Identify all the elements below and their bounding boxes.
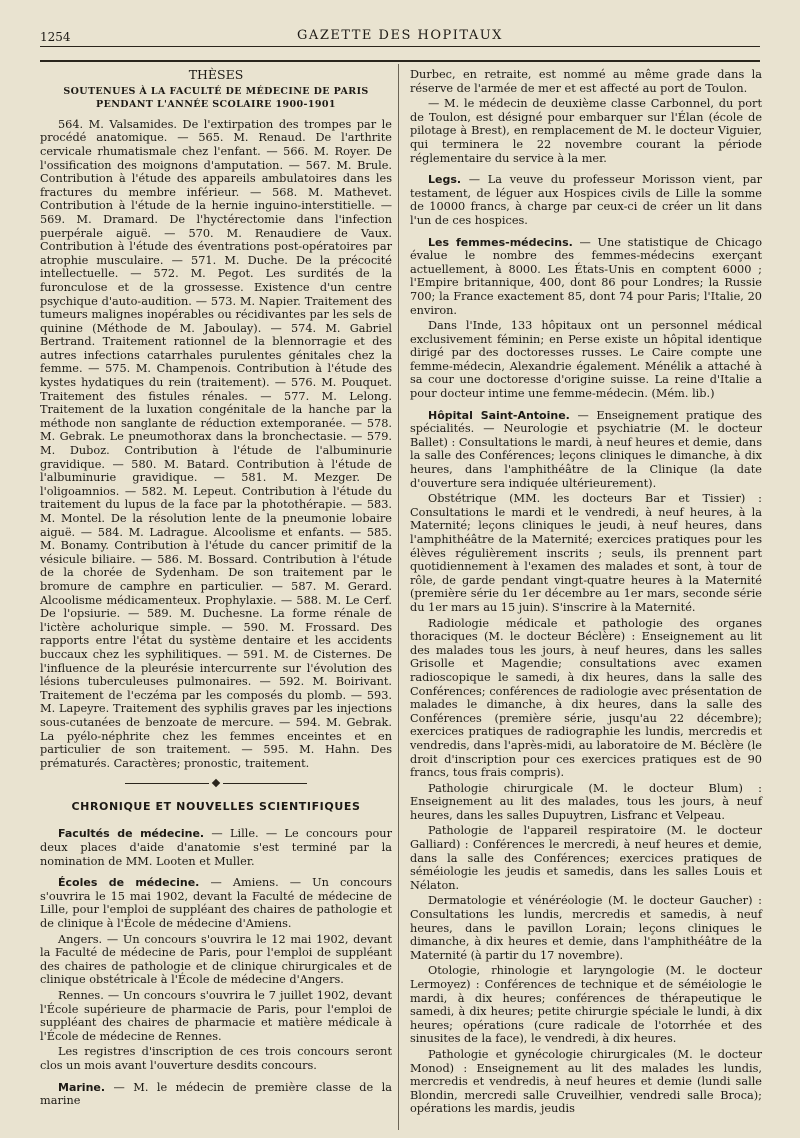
radiologie-paragraph: Radiologie médicale et pathologie des organes thoraciques (M. le docteur Béclère) : Enseignement au lit des malades tous les jours, à neuf heures, dans les salles Grisolle et Magendie; consultations avec examen radioscopique le samedi, à dix heures, dans la salle des Conférences; conférences de radiologie avec présentation de malades le dimanche, à dix heures, dans la salle des Conférences (première série, jusqu'au 22 décembre); exercices pratiques de radiographie les lundis, mercredis et vendredis, dans l'après-midi, au laboratoire de M. Béclère (le droit d'inscription pour ces exercices pratiques est de 90 francs, tous frais compris). xyxy=(410,616,762,780)
hopital-lead: Hôpital Saint-Antoine. xyxy=(428,408,570,422)
gynecologie-paragraph: Pathologie et gynécologie chirurgicales (M. le docteur Monod) : Enseignement au lit des malades les lundis, mercredis et vendredis, à neuf heures et demie (lundi salle Blondin, mercredi salle Cruveilhier, vendredi salle Broca); opérations les mardis, jeudis xyxy=(410,1047,762,1116)
ecoles-text: — Amiens. — Un concours s'ouvrira le 15 mai 1902, devant la Faculté de médecine de Lille, pour l'emploi de suppléant des chaires de pathologie et de clinique à l'École de médecine d'Amiens. xyxy=(40,876,393,931)
chronique-title: CHRONIQUE ET NOUVELLES SCIENTIFIQUES xyxy=(71,799,361,813)
theses-subtitle xyxy=(40,85,392,112)
theses-subtitle-line-1: SOUTENUES À LA FACULTÉ DE MÉDECINE DE PARIS xyxy=(63,85,369,97)
column-divider xyxy=(398,64,399,1130)
theses-title: THÈSES xyxy=(188,67,244,82)
ecoles-lead: Écoles de médecine. xyxy=(58,876,200,890)
otologie-paragraph: Otologie, rhinologie et laryngologie (M. le docteur Lermoyez) : Conférences de technique et de séméiologie le mardi, à dix heures; conférences de thérapeutique le samedi, à dix heures; petite chirurgie spéciale le lundi, à dix heures; opérations (cure radicale de l'otorrhée et des sinusites de la face), le vendredi, à dix heures. xyxy=(410,964,762,1046)
chirurgicale-paragraph: Pathologie chirurgicale (M. le docteur Blum) : Enseignement au lit des malades, tous les jours, à neuf heures, dans les salles Dupuytren, Lisfranc et Velpeau. xyxy=(410,781,762,822)
marine-paragraph xyxy=(40,1081,392,1108)
hopital-paragraph xyxy=(410,409,762,491)
facultes-lead: Facultés de médecine. xyxy=(58,827,205,841)
registres-paragraph: Les registres d'inscription de ces trois concours seront clos un mois avant l'ouverture desdits concours. xyxy=(40,1045,392,1072)
theses-list: 564. M. Valsamides. De l'extirpation des trompes par le procédé anatomique. — 565. M. Renaud. De l'arthrite cervicale rhumatismale chez l'enfant. — 566. M. Royer. De l'ossification des moignons d'amputation. — 567. M. Brule. Contribution à l'étude des appareils ambulatoires dans les fractures du membre inférieur. — 568. M. Mathevet. Contribution à l'étude de la hernie inguino-interstitielle. — 569. M. Dramard. De l'hyctérectomie dans l'infection puerpérale aiguë. — 570. M. Renaudiere de Vaux. Contribution à l'étude des éventrations post-opératoires par atrophie musculaire. — 571. M. Duche. De la précocité intellectuelle. — 572. M. Pegot. Les surdités de la furonculose et de la grossesse. Existence d'un centre psychique d'auto-audition. — 573. M. Napier. Traitement des tumeurs malignes inopérables ou récidivantes par les sels de quinine (Méthode de M. Jaboulay). — 574. M. Gabriel Bertrand. Traitement rationnel de la blennorragie et des autres infections catarrhales purulentes génitales chez la femme. — 575. M. Champenois. Contribution à l'étude des kystes hydatiques du rein (traitement). — 576. M. Pouquet. Traitement des fistules rénales. — 577. M. Lelong. Traitement de la luxation congénitale de la hanche par la méthode non sanglante de réduction extemporanée. — 578. M. Gebrak. Le pneumothorax dans la bronchectasie. — 579. M. Duboz. Contribution à l'étude de l'albuminurie gravidique. — 580. M. Batard. Contribution à l'étude de l'albuminurie gravidique. — 581. M. Mezger. De l'oligoamnios. — 582. M. Lepeut. Contribution à l'étude du traitement du lupus de la face par la photothérapie. — 583. M. Montel. De la résolution lente de la pneumonie lobaire aiguë. — 584. M. Ladrague. Alcoolisme et enfants. — 585. M. Bonamy. Contribution à l'étude du cancer primitif de la vésicule biliaire. — 586. M. Bossard. Contribution à l'étude de la chorée de Sydenham. De son traitement par le bromure de camphre en particulier. — 587. M. Gerard. Alcoolisme médicamenteux. Prophylaxie. — 588. M. Le Cerf. De l'opsiurie. — 589. M. Duchesne. La forme rénale de l'ictère acholurique simple. — 590. M. Frossard. Des rapports entre l'état du système dentaire et les accidents buccaux chez les syphilitiques. — 591. M. de Cisternes. De l'influence de la pleurésie intercurrente sur l'évolution des lésions tuberculeuses pulmonaires. — 592. M. Boirivant. Traitement de l'eczéma par les composés du plomb. — 593. M. Lapeyre. Traitement des syphilis graves par les injections sous-cutanées de benzoate de mercure. — 594. M. Gebrak. La pyélo-néphrite chez les femmes enceintes et en particulier de son traitement. — 595. M. Hahn. Des prématurés. Caractères; pronostic, traitement. xyxy=(40,117,392,770)
obstetrique-paragraph: Obstétrique (MM. les docteurs Bar et Tissier) : Consultations le mardi et le vendredi, à neuf heures, à la Maternité; leçons cliniques le jeudi, à neuf heures, dans l'amphithéâtre de la Maternité; exercices pratiques pour les élèves régulièrement inscrits ; seuls, ils prennent part quotidiennement à l'examen des malades et sont, à tour de rôle, de garde pendant vingt-quatre heures à la Maternité (première série du 1er décembre au 1er mars, seconde série du 1er mars au 15 juin). S'inscrire à la Maternité. xyxy=(410,492,762,614)
legs-text: — La veuve du professeur Morisson vient, par testament, de léguer aux Hospices civils de Lille la somme de 10000 francs, à charge par ceux-ci de créer un lit dans l'un de ces hospices. xyxy=(410,173,762,227)
rennes-paragraph: Rennes. — Un concours s'ouvrira le 7 juillet 1902, devant l'École supérieure de pharmacie de Paris, pour l'emploi de suppléant des chaires de pharmacie et matière médicale à l'École de médecine de Rennes. xyxy=(40,989,392,1043)
legs-lead: Legs. xyxy=(428,173,462,187)
facultes-text: — Lille. — Le concours pour deux places d'aide d'anatomie s'est terminé par la nomination de MM. Looten et Muller. xyxy=(40,827,392,868)
femmes-paragraph xyxy=(410,236,762,318)
marine-lead: Marine. xyxy=(58,1080,106,1094)
theses-subtitle-line-2: PENDANT L'ANNÉE SCOLAIRE 1900-1901 xyxy=(96,99,336,111)
running-title: GAZETTE DES HOPITAUX xyxy=(297,28,503,43)
legs-paragraph xyxy=(410,173,762,227)
section-ornament xyxy=(40,776,392,790)
dermatologie-paragraph: Dermatologie et vénéréologie (M. le docteur Gaucher) : Consultations les lundis, mercredis et samedis, à neuf heures, dans le pavillon Lorain; leçons cliniques le dimanche, à dix heures et demie, dans l'amphithéâtre de la Maternité (à partir du 17 novembre). xyxy=(410,894,762,962)
femmes-lead: Les femmes-médecins. xyxy=(428,235,573,249)
header-rule-top xyxy=(40,46,760,47)
inde-paragraph: Dans l'Inde, 133 hôpitaux ont un personnel médical exclusivement féminin; en Perse existe un hôpital identique dirigé par des doctoresses russes. Le Caire compte une femme-médecin, Alexandrie également. Ménélik a attaché à sa cour une doctoresse d'origine suisse. La reine d'Italie a pour docteur intime une femme-médecin. (Mém. lib.) xyxy=(410,319,762,401)
left-column xyxy=(40,68,392,1110)
facultes-paragraph xyxy=(40,827,392,868)
angers-paragraph: Angers. — Un concours s'ouvrira le 12 mai 1902, devant la Faculté de médecine de Paris, pour l'emploi de suppléant des chaires de pathologie et de clinique chirurgicales et de clinique obstétricale à l'École de médecine d'Angers. xyxy=(40,932,392,987)
hopital-text: — Enseignement pratique des spécialités. — Neurologie et psychiatrie (M. le docteur Ballet) : Consultations le mardi, à neuf heures et demie, dans la salle des Conférences; leçons cliniques le dimanche, à dix heures, dans l'amphithéâtre de la Clinique (la date d'ouverture sera indiquée ultérieurement). xyxy=(410,408,762,490)
femmes-text: — Une statistique de Chicago évalue le nombre des femmes-médecins exerçant actuellement, à 8000. Les États-Unis en comptent 6000 ; l'Empire britannique, 400, dont 86 pour Londres; la Russie 700; la France exactement 85, dont 74 pour Paris; l'Italie, 20 environ. xyxy=(410,235,762,317)
marine-continued: Durbec, en retraite, est nommé au même grade dans la réserve de l'armée de mer et est affecté au port de Toulon. xyxy=(410,68,762,95)
ecoles-paragraph xyxy=(40,876,392,930)
header-rule-bottom xyxy=(40,60,760,62)
page-number: 1254 xyxy=(40,30,71,44)
marine-text: — M. le médecin de première classe de la marine xyxy=(40,1080,392,1108)
marine-continued-2: — M. le médecin de deuxième classe Carbonnel, du port de Toulon, est désigné pour embarquer sur l'Élan (école de pilotage à Brest), en remplacement de M. le docteur Viguier, qui terminera le 22 novembre courant la période réglementaire du service à la mer. xyxy=(410,97,762,165)
respiratoire-paragraph: Pathologie de l'appareil respiratoire (M. le docteur Galliard) : Conférences le mercredi, à neuf heures et demie, dans la salle des Conférences; exercices pratiques de séméiologie les jeudis et samedis, dans les salles Louis et Nélaton. xyxy=(410,824,762,892)
right-column xyxy=(410,68,762,1118)
